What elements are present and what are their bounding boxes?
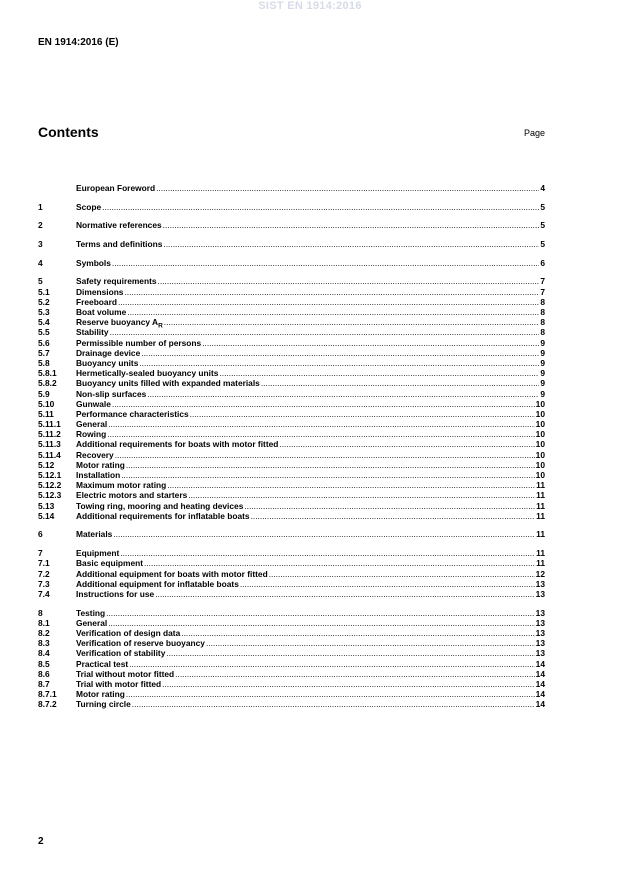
toc-entry-title-text: General	[76, 617, 108, 628]
toc-entry-title	[76, 659, 128, 669]
toc-entry[interactable]	[38, 389, 545, 399]
toc-entry-number: 8.4	[38, 648, 50, 659]
toc-entry-number: 7.3	[38, 578, 50, 589]
toc-entry-page: 8	[540, 307, 545, 317]
toc-entry-page: 8	[540, 327, 545, 338]
toc-entry-number: 5.8.1	[38, 368, 57, 379]
toc-entry-title-text: Performance characteristics	[76, 408, 189, 419]
toc-entry-number: 5.14	[38, 510, 55, 521]
toc-entry-page: 4	[540, 183, 545, 193]
toc-dot-leader	[188, 490, 535, 500]
toc-entry-number: 5.13	[38, 500, 55, 511]
toc-entry-title	[76, 202, 101, 212]
toc-entry-number: 5.10	[38, 398, 55, 409]
table-of-contents	[38, 183, 545, 709]
toc-entry[interactable]	[38, 239, 545, 249]
toc-entry-title	[76, 439, 278, 449]
toc-dot-leader	[163, 220, 540, 230]
toc-entry-page: 14	[535, 689, 545, 700]
toc-entry-number: 7.4	[38, 588, 50, 599]
toc-entry[interactable]	[38, 480, 545, 490]
toc-entry-title	[76, 348, 140, 358]
toc-entry[interactable]	[38, 450, 545, 460]
toc-entry-title-text: Safety requirements	[76, 276, 157, 287]
toc-entry-title-text: Turning circle	[76, 699, 131, 710]
toc-dot-leader	[244, 501, 535, 511]
toc-entry-title-text: Gunwale	[76, 398, 111, 409]
toc-entry-title-text: Practical test	[76, 658, 129, 669]
toc-entry-title	[76, 327, 109, 337]
toc-dot-leader	[126, 460, 535, 470]
toc-entry-page: 10	[535, 408, 545, 419]
toc-entry-title-text: Instructions for use	[76, 588, 155, 599]
toc-dot-leader	[156, 183, 539, 193]
contents-heading: Contents	[38, 124, 99, 140]
toc-entry[interactable]	[38, 307, 545, 317]
toc-entry-title	[76, 689, 125, 699]
toc-entry-number: 4	[38, 257, 43, 268]
toc-dot-leader	[127, 307, 539, 317]
toc-entry-page: 10	[535, 429, 545, 440]
toc-dot-leader	[102, 202, 539, 212]
toc-entry-title	[76, 409, 189, 419]
toc-dot-leader	[251, 511, 536, 521]
toc-entry-title	[76, 638, 205, 648]
toc-entry-title	[76, 679, 161, 689]
toc-entry-page: 10	[535, 470, 545, 480]
toc-dot-leader	[121, 470, 534, 480]
toc-entry-title	[76, 450, 114, 460]
toc-dot-leader	[261, 378, 539, 388]
toc-entry-title-text: Equipment	[76, 548, 120, 559]
toc-entry-page: 9	[540, 337, 545, 348]
toc-entry[interactable]	[38, 399, 545, 409]
toc-entry-title	[76, 419, 107, 429]
toc-entry-number: 5.6	[38, 337, 50, 348]
toc-entry-title-text: Rowing	[76, 429, 107, 440]
toc-entry-title	[76, 490, 187, 500]
toc-entry-title-text: Installation	[76, 470, 121, 480]
toc-entry-title-text: Verification of stability	[76, 648, 166, 659]
toc-entry-title	[76, 358, 138, 368]
toc-entry[interactable]	[38, 569, 545, 579]
toc-entry-title-text: Materials	[76, 529, 113, 540]
toc-entry-page: 14	[535, 668, 545, 679]
toc-dot-leader	[112, 399, 535, 409]
toc-dot-leader	[147, 389, 539, 399]
toc-entry-page: 13	[535, 617, 545, 628]
toc-entry-page: 8	[540, 296, 545, 307]
toc-dot-leader	[108, 618, 534, 628]
toc-entry[interactable]	[38, 648, 545, 658]
toc-entry[interactable]	[38, 460, 545, 470]
toc-entry-page: 10	[535, 459, 545, 470]
toc-entry[interactable]	[38, 338, 545, 348]
toc-entry-number: 5.8.2	[38, 378, 57, 389]
toc-dot-leader	[129, 659, 535, 669]
toc-entry-number: 8	[38, 607, 43, 618]
toc-entry-title-text: Trial with motor fitted	[76, 678, 162, 689]
toc-entry-title-text: Additional equipment for boats with motor fitted	[76, 568, 268, 579]
toc-entry-page: 13	[535, 638, 545, 649]
toc-entry[interactable]	[38, 529, 545, 539]
toc-entry-number: 5.8	[38, 357, 50, 368]
toc-entry-number: 5.7	[38, 347, 50, 358]
toc-entry-title	[76, 239, 162, 249]
toc-entry-title	[76, 338, 201, 348]
toc-entry-number: 5.12.2	[38, 480, 62, 491]
toc-entry-number: 5.5	[38, 327, 50, 338]
toc-entry-page: 13	[535, 578, 545, 589]
toc-entry[interactable]	[38, 348, 545, 358]
toc-entry-page: 9	[540, 378, 545, 389]
toc-dot-leader	[166, 648, 534, 658]
toc-dot-leader	[175, 669, 535, 679]
toc-entry[interactable]	[38, 689, 545, 699]
toc-entry[interactable]	[38, 202, 545, 212]
toc-entry[interactable]	[38, 501, 545, 511]
toc-entry-title-text: European Foreword	[76, 183, 156, 193]
toc-entry-title-text: Additional equipment for inflatable boats	[76, 578, 239, 589]
toc-dot-leader	[115, 450, 535, 460]
toc-entry-page: 9	[540, 388, 545, 399]
toc-entry-number: 1	[38, 201, 43, 212]
toc-dot-leader	[113, 529, 535, 539]
toc-dot-leader	[164, 317, 540, 327]
toc-dot-leader	[108, 419, 534, 429]
toc-entry-number: 5	[38, 276, 43, 287]
toc-entry-number: 8.2	[38, 627, 50, 638]
toc-entry-title-text: Stability	[76, 327, 109, 338]
toc-entry-title-text: Towing ring, mooring and heating devices	[76, 500, 244, 511]
toc-entry-title	[76, 220, 162, 230]
toc-entry-page: 13	[535, 588, 545, 599]
toc-entry[interactable]	[38, 378, 545, 388]
toc-entry-page: 10	[535, 439, 545, 450]
toc-entry-title	[76, 618, 107, 628]
toc-entry-number: 2	[38, 220, 43, 231]
toc-entry-page: 8	[540, 317, 545, 328]
toc-entry-title-text: Freeboard	[76, 296, 117, 307]
toc-entry-title	[76, 501, 243, 511]
toc-entry-number: 5.11.2	[38, 429, 61, 440]
toc-entry-title-text: Symbols	[76, 257, 111, 268]
toc-entry[interactable]	[38, 490, 545, 500]
toc-entry-page: 5	[540, 201, 545, 212]
toc-dot-leader	[112, 258, 539, 268]
toc-entry-number: 5.12	[38, 459, 55, 470]
toc-dot-leader	[190, 409, 535, 419]
toc-entry-title-text: Boat volume	[76, 307, 127, 317]
toc-dot-leader	[106, 608, 535, 618]
toc-entry-title	[76, 589, 154, 599]
toc-entry-title	[76, 297, 117, 307]
toc-entry-page: 12	[535, 568, 545, 579]
toc-entry-title	[76, 378, 260, 388]
toc-entry[interactable]	[38, 511, 545, 521]
toc-entry[interactable]	[38, 589, 545, 599]
toc-entry-title-text: Non-slip surfaces	[76, 388, 147, 399]
toc-entry-title	[76, 579, 239, 589]
toc-entry[interactable]	[38, 327, 545, 337]
toc-entry-page: 11	[536, 500, 545, 511]
toc-entry-title-text: Additional requirements for boats with motor fitted	[76, 439, 279, 450]
toc-entry-page: 9	[540, 357, 545, 368]
toc-dot-leader	[206, 638, 535, 648]
document-id: EN 1914:2016 (E)	[38, 37, 119, 48]
toc-entry[interactable]	[38, 276, 545, 286]
toc-entry-title-text: Motor rating	[76, 689, 125, 700]
toc-entry[interactable]	[38, 297, 545, 307]
toc-entry-title	[76, 480, 166, 490]
toc-entry-page: 7	[540, 286, 545, 297]
toc-entry-page: 11	[536, 548, 545, 559]
toc-dot-leader	[141, 348, 539, 358]
toc-dot-leader	[132, 699, 535, 709]
toc-entry-title	[76, 558, 143, 568]
toc-entry-title	[76, 276, 157, 286]
toc-entry-title-text: Normative references	[76, 220, 162, 231]
toc-entry-title-text: Recovery	[76, 449, 114, 460]
toc-entry[interactable]	[38, 618, 545, 628]
watermark: SIST EN 1914:2016	[258, 0, 362, 12]
toc-entry-page: 6	[540, 257, 545, 268]
toc-dot-leader	[163, 239, 539, 249]
toc-entry[interactable]	[38, 470, 545, 480]
toc-dot-leader	[269, 569, 535, 579]
toc-entry-number: 5.12.1	[38, 470, 62, 480]
toc-entry[interactable]	[38, 183, 545, 193]
toc-entry-page: 5	[540, 239, 545, 250]
toc-entry-title-text: Terms and definitions	[76, 239, 163, 250]
toc-dot-leader	[118, 297, 539, 307]
toc-entry-title	[76, 669, 174, 679]
toc-entry-title-text: Scope	[76, 201, 102, 212]
toc-entry-page: 11	[536, 490, 545, 501]
toc-entry-page: 11	[536, 480, 545, 491]
toc-entry-number: 5.4	[38, 317, 50, 328]
toc-dot-leader	[139, 358, 539, 368]
page-column-label: Page	[523, 128, 545, 138]
toc-entry-title	[76, 389, 146, 399]
toc-entry-title	[76, 258, 111, 268]
toc-entry-page: 14	[535, 678, 545, 689]
toc-entry-title-text: Permissible number of persons	[76, 337, 202, 348]
toc-entry-title	[76, 648, 165, 658]
toc-dot-leader	[155, 589, 534, 599]
toc-dot-leader	[279, 439, 534, 449]
toc-entry-page: 7	[540, 276, 545, 287]
toc-entry-title	[76, 569, 268, 579]
toc-entry-title-text: Testing	[76, 607, 106, 618]
toc-entry-number: 5.11.3	[38, 439, 61, 450]
toc-entry[interactable]	[38, 638, 545, 648]
toc-entry[interactable]	[38, 358, 545, 368]
toc-entry-title	[76, 699, 131, 709]
toc-entry-title	[76, 287, 123, 297]
toc-dot-leader	[202, 338, 539, 348]
toc-dot-leader	[219, 368, 539, 378]
toc-entry[interactable]	[38, 368, 545, 378]
toc-entry-number: 5.11.4	[38, 449, 61, 460]
toc-entry-title-text: Dimensions	[76, 286, 124, 297]
toc-entry-page: 13	[535, 607, 545, 618]
toc-entry-page: 11	[536, 558, 545, 569]
toc-entry[interactable]	[38, 429, 545, 439]
toc-entry-number: 7.2	[38, 568, 50, 579]
toc-entry-title	[76, 368, 218, 378]
toc-entry-title-text: Hermetically-sealed buoyancy units	[76, 368, 219, 379]
toc-entry-title-text: Drainage device	[76, 347, 141, 358]
toc-entry-page: 11	[536, 510, 545, 521]
toc-entry-page: 13	[535, 648, 545, 659]
toc-entry-title	[76, 307, 126, 317]
toc-entry-number: 5.12.3	[38, 490, 62, 501]
toc-entry-title	[76, 183, 155, 193]
toc-entry-title-text: Reserve buoyancy A	[76, 317, 159, 328]
toc-entry-number: 8.3	[38, 638, 50, 649]
toc-entry[interactable]	[38, 659, 545, 669]
toc-dot-leader	[120, 548, 535, 558]
toc-dot-leader	[110, 327, 540, 337]
toc-entry-number: 5.2	[38, 296, 50, 307]
toc-entry-title-text: Basic equipment	[76, 558, 144, 569]
page-number: 2	[38, 836, 44, 847]
toc-entry-number: 5.11	[38, 408, 54, 419]
toc-entry-title	[76, 429, 106, 439]
toc-entry-subscript: R	[158, 322, 163, 330]
toc-entry-number: 5.9	[38, 388, 50, 399]
toc-entry[interactable]	[38, 628, 545, 638]
toc-entry[interactable]	[38, 608, 545, 618]
toc-entry-page: 14	[535, 658, 545, 669]
toc-dot-leader	[158, 276, 540, 286]
toc-entry-title-text: Trial without motor fitted	[76, 668, 175, 679]
toc-entry-number: 5.1	[38, 286, 50, 297]
toc-entry[interactable]	[38, 679, 545, 689]
toc-entry-page: 11	[536, 529, 545, 540]
toc-entry[interactable]	[38, 409, 545, 419]
toc-entry[interactable]	[38, 220, 545, 230]
toc-dot-leader	[107, 429, 534, 439]
toc-entry-title-text: Verification of design data	[76, 627, 181, 638]
toc-entry-page: 9	[540, 368, 545, 379]
toc-entry-number: 8.5	[38, 658, 50, 669]
toc-entry[interactable]	[38, 419, 545, 429]
toc-entry-title-text: Buoyancy units filled with expanded materials	[76, 378, 260, 389]
toc-entry-title	[76, 529, 112, 539]
toc-entry-title	[76, 460, 125, 470]
toc-entry[interactable]	[38, 699, 545, 709]
toc-entry[interactable]	[38, 287, 545, 297]
toc-entry-title-text: Buoyancy units	[76, 357, 139, 368]
toc-entry[interactable]	[38, 669, 545, 679]
toc-dot-leader	[162, 679, 535, 689]
toc-entry-number: 5.3	[38, 307, 50, 317]
toc-dot-leader	[167, 480, 535, 490]
toc-dot-leader	[124, 287, 539, 297]
toc-entry-page: 10	[535, 398, 545, 409]
toc-entry-number: 3	[38, 239, 43, 250]
toc-dot-leader	[144, 558, 535, 568]
toc-entry[interactable]	[38, 558, 545, 568]
toc-entry-page: 10	[535, 449, 545, 460]
toc-entry-number: 7	[38, 548, 43, 559]
toc-entry-number: 8.1	[38, 617, 50, 628]
toc-entry-title	[76, 511, 250, 521]
toc-entry-title-text: Maximum motor rating	[76, 480, 167, 491]
toc-dot-leader	[240, 579, 535, 589]
toc-entry-number: 8.6	[38, 668, 50, 679]
toc-entry-title	[76, 399, 111, 409]
toc-entry-title-text: Verification of reserve buoyancy	[76, 638, 205, 649]
toc-entry-title-text: General	[76, 419, 108, 430]
toc-dot-leader	[126, 689, 535, 699]
toc-entry-number: 5.11.1	[38, 419, 61, 430]
toc-dot-leader	[181, 628, 534, 638]
toc-entry-title-text: Electric motors and starters	[76, 490, 188, 501]
toc-entry[interactable]	[38, 439, 545, 449]
toc-entry-page: 10	[535, 419, 545, 430]
toc-entry-page: 14	[535, 699, 545, 710]
toc-entry-title	[76, 628, 180, 638]
toc-entry-number: 6	[38, 529, 43, 540]
toc-entry-page: 5	[540, 220, 545, 231]
toc-entry-number: 8.7	[38, 678, 50, 689]
toc-entry-title	[76, 548, 119, 558]
toc-entry[interactable]	[38, 317, 545, 330]
toc-entry[interactable]	[38, 548, 545, 558]
toc-entry-page: 13	[535, 627, 545, 638]
toc-entry[interactable]	[38, 258, 545, 268]
toc-entry-number: 8.7.1	[38, 689, 57, 700]
toc-entry[interactable]	[38, 579, 545, 589]
toc-entry-title-text: Motor rating	[76, 459, 125, 470]
toc-entry-title-text: Additional requirements for inflatable boats	[76, 510, 250, 521]
toc-entry-number: 8.7.2	[38, 699, 57, 710]
toc-entry-page: 9	[540, 347, 545, 358]
toc-entry-title	[76, 608, 105, 618]
toc-entry-number: 7.1	[38, 558, 50, 569]
toc-entry-title	[76, 470, 120, 480]
